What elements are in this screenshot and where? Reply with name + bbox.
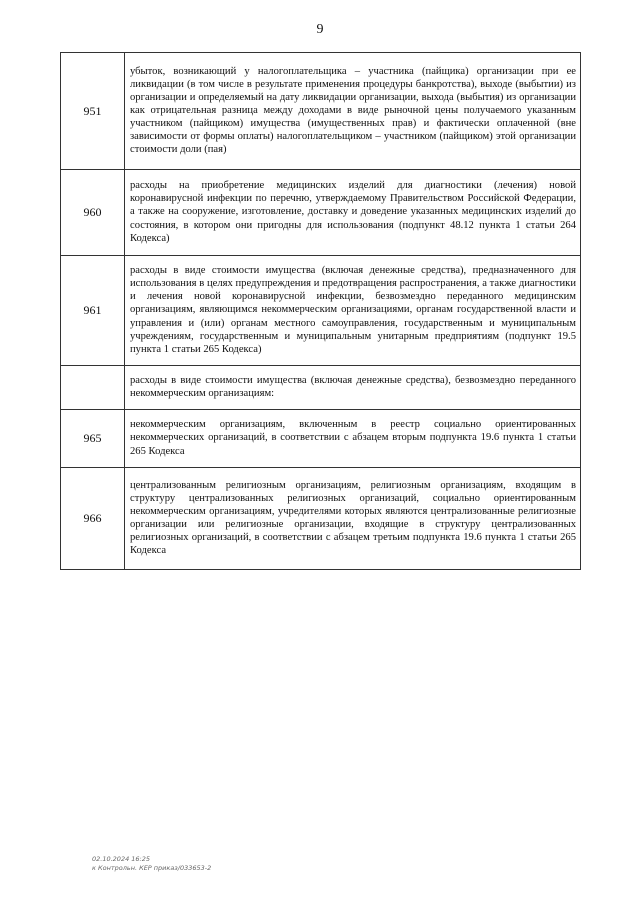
row-code: 961 (61, 256, 125, 366)
table-row (61, 256, 581, 366)
row-code: 966 (61, 468, 125, 570)
code-table (60, 52, 581, 570)
row-description: расходы в виде стоимости имущества (включая денежные средства), безвозмездно переданного некоммерческим организациям: (125, 366, 581, 410)
row-code: 960 (61, 170, 125, 256)
footer-line-2: к Контрольн. КЕР приказ/033653-2 (92, 864, 212, 872)
table-row (61, 468, 581, 570)
row-description: расходы на приобретение медицинских изделий для диагностики (лечения) новой коронавирусной инфекции по перечню, утверждаемому Правительством Российской Федерации, а также на сооружение, изготовление, доставку и доведение указанных медицинских изделий до состояния, в котором они пригодны для использования (подпункт 48.12 пункта 1 статьи 264 Кодекса) (125, 170, 581, 256)
row-code: 951 (61, 53, 125, 170)
table-row (61, 410, 581, 468)
row-description: некоммерческим организациям, включенным в реестр социально ориентированных некоммерческих организаций, в соответствии с абзацем вторым подпункта 19.6 пункта 1 статьи 265 Кодекса (125, 410, 581, 468)
row-description: расходы в виде стоимости имущества (включая денежные средства), предназначенного для использования в целях предупреждения и предотвращения распространения, а также диагностики и лечения новой коронавирусной инфекции, безвозмездно переданного медицинским организациям, являющимся некоммерческим организациями, органам государственной власти и управления и (или) органам местного самоуправления, государственным и муниципальным учреждениям, государственным и муниципальным унитарным предприятиям (подпункт 19.5 пункта 1 статьи 265 Кодекса) (125, 256, 581, 366)
row-code (61, 366, 125, 410)
row-description: убыток, возникающий у налогоплательщика – участника (пайщика) организации при ее ликвидации (в том числе в результате применения процедуры банкротства), выходе (выбытии) из организации и определяемый на дату ликвидации организации, выхода (выбытия) из организации как отрицательная разница между доходами в виде рыночной цены получаемого указанным участником (пайщиком) имущества (имущественных прав) и фактически оплаченной (вне зависимости от формы оплаты) налогоплательщиком – участником (пайщиком) этой организации стоимости доли (пая) (125, 53, 581, 170)
page-number: 9 (316, 22, 324, 37)
document-footer-stamp (92, 855, 211, 873)
table-row (61, 170, 581, 256)
row-code: 965 (61, 410, 125, 468)
table-row (61, 366, 581, 410)
row-description: централизованным религиозным организациям, религиозным организациям, входящим в структуру централизованных религиозных организаций, социально ориентированным некоммерческим организациям, учредителями которых являются централизованные религиозные организации или религиозные организации, входящие в структуру централизованных религиозных организаций, в соответствии с абзацем третьим подпункта 19.6 пункта 1 статьи 265 Кодекса (125, 468, 581, 570)
footer-line-1: 02.10.2024 16:25 (92, 855, 151, 863)
table-row (61, 53, 581, 170)
